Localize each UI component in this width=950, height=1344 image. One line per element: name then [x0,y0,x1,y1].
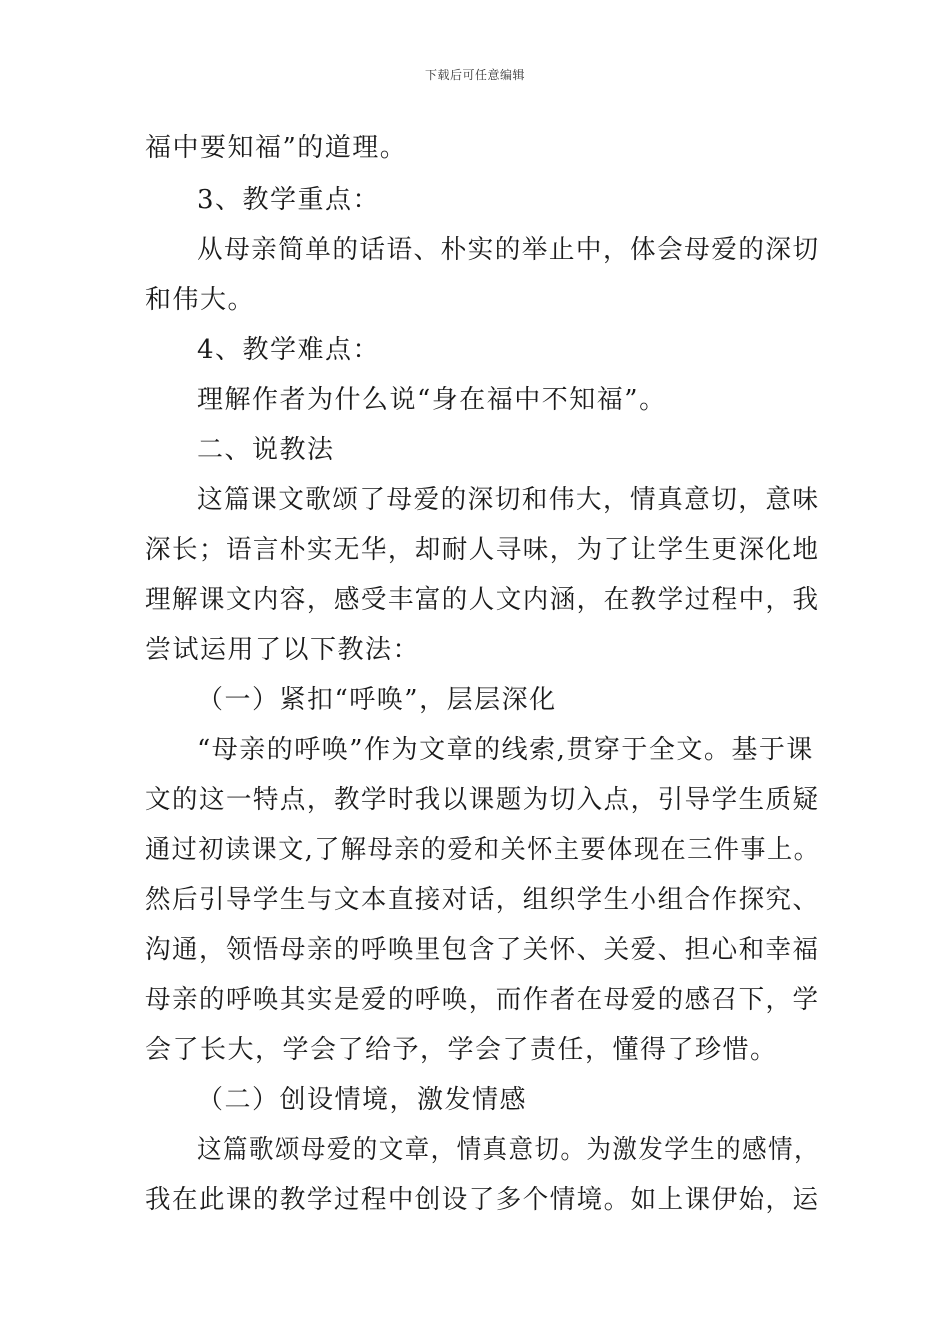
page-header: 下载后可任意编辑 [424,68,525,82]
text-line: 理解课文内容，感受丰富的人文内涵，在教学过程中，我 [145,585,820,615]
text-line: 和伟大。 [145,285,256,315]
text-line: 从母亲简单的话语、朴实的举止中，体会母爱的深切 [197,235,820,265]
text-line: 通过初读课文,了解母亲的爱和关怀主要体现在三件事上。 [145,835,821,865]
text-line: 沟通，领悟母亲的呼唤里包含了关怀、关爱、担心和幸福 [145,935,820,965]
text-line: 二、说教法 [197,435,335,465]
text-line: 福中要知福”的道理。 [145,133,408,163]
text-line: 理解作者为什么说“身在福中不知福”。 [197,385,667,415]
text-line: 3、教学重点： [197,185,381,215]
text-line: 会了长大，学会了给予，学会了责任，懂得了珍惜。 [145,1035,778,1065]
text-line: “母亲的呼唤”作为文章的线索,贯穿于全文。基于课 [197,735,814,765]
text-line: （二）创设情境，激发情感 [197,1085,528,1115]
text-line: 深长；语言朴实无华，却耐人寻味，为了让学生更深化地 [145,535,820,565]
text-line: 文的这一特点，教学时我以课题为切入点，引导学生质疑 [145,785,820,815]
text-line: 母亲的呼唤其实是爱的呼唤，而作者在母爱的感召下，学 [145,985,820,1015]
text-line: （一）紧扣“呼唤”，层层深化 [197,685,557,715]
text-line: 尝试运用了以下教法： [145,635,421,665]
text-line: 这篇歌颂母爱的文章，情真意切。为激发学生的感情， [197,1135,820,1165]
text-line: 我在此课的教学过程中创设了多个情境。如上课伊始，运 [145,1185,820,1215]
text-line: 然后引导学生与文本直接对话，组织学生小组合作探究、 [145,885,820,915]
text-line: 这篇课文歌颂了母爱的深切和伟大，情真意切，意味 [197,485,820,515]
text-line: 4、教学难点： [197,335,381,365]
